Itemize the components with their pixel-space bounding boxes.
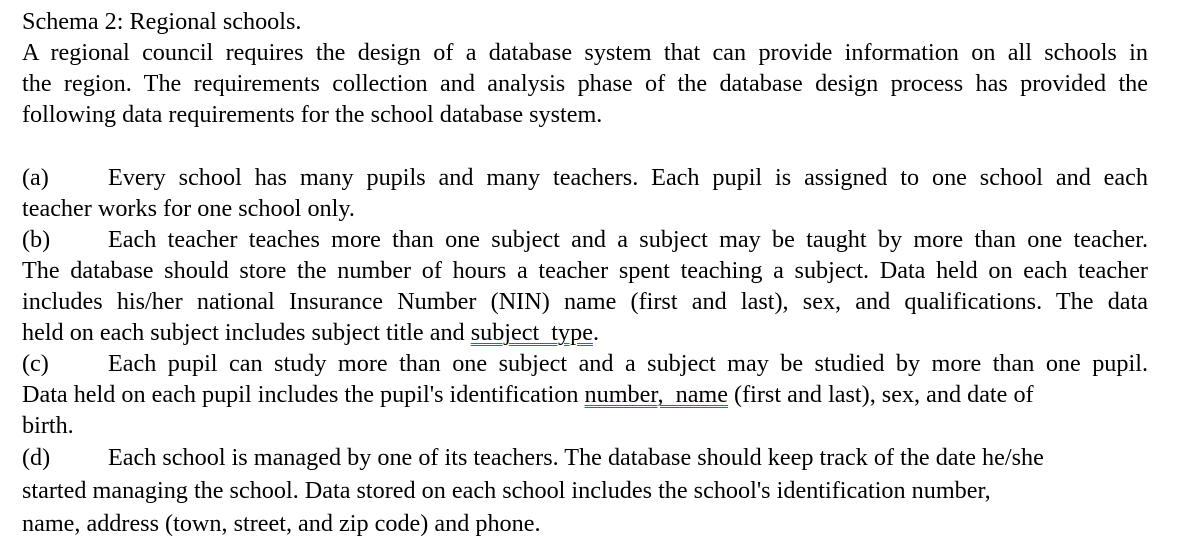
item-label: (a) <box>22 164 49 191</box>
item-d-line: (d) Each school is managed by one of its teachers. The database should keep track of the date he/she <box>22 444 1044 471</box>
document-title: Schema 2: Regional schools. <box>22 8 302 35</box>
intro-line: A regional council requires the design of a database system that can provide information on all schools in <box>22 39 1148 66</box>
item-c-line: (c) Each pupil can study more than one subject and a subject may be studied by more than one pupil. <box>22 350 1148 377</box>
item-label: (b) <box>22 226 51 253</box>
intro-line: following data requirements for the school database system. <box>22 101 603 128</box>
item-b-line: includes his/her national Insurance Number (NIN) name (first and last), sex, and qualifications. The data <box>22 288 1148 315</box>
paragraph-gap <box>22 130 1148 162</box>
item-label: (d) <box>22 444 51 471</box>
item-b-line: The database should store the number of hours a teacher spent teaching a subject. Data held on each teacher <box>22 257 1148 284</box>
item-b-line: (b) Each teacher teaches more than one subject and a subject may be taught by more than one teacher. <box>22 226 1148 253</box>
item-label: (c) <box>22 350 49 377</box>
item-b-line: held on each subject includes subject title and subject type. <box>22 319 599 346</box>
item-c-line: Data held on each pupil includes the pupil's identification number, name (first and last), sex, and date of <box>22 381 1034 408</box>
item-c-line: birth. <box>22 412 74 439</box>
item-a-line: teacher works for one school only. <box>22 195 355 222</box>
proofing-mark: number, name <box>584 381 728 408</box>
item-a-line: (a) Every school has many pupils and many teachers. Each pupil is assigned to one school and each <box>22 164 1148 191</box>
item-d-line: name, address (town, street, and zip code) and phone. <box>22 510 541 537</box>
item-d-line: started managing the school. Data stored on each school includes the school's identification number, <box>22 477 991 504</box>
intro-line: the region. The requirements collection and analysis phase of the database design process has provided the <box>22 70 1148 97</box>
proofing-mark: subject type <box>470 319 593 346</box>
document-body <box>22 6 1148 539</box>
